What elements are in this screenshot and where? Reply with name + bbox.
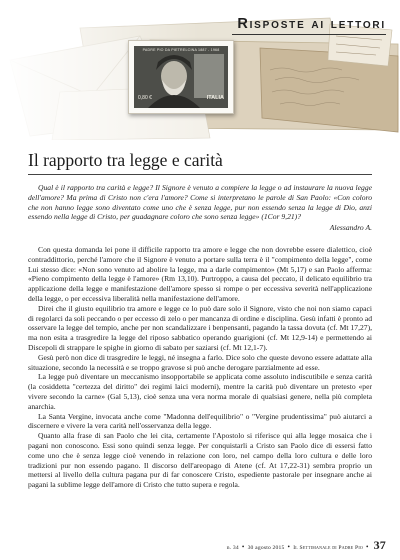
section-title-rule xyxy=(232,34,386,35)
stamp-country: ITALIA xyxy=(206,95,224,101)
footer-publication: Il Settimanale di Padre Pio xyxy=(293,545,363,551)
answer-paragraph: Con questa domanda lei pone il difficile rapporto tra amore e legge che non dovrebbe essere dialettico, cioè contraddittorio, perché l'amore che il Signore è venuto a portare sulla terra è il "compimento della legge", come Lui stesso dice: «Non sono venuto ad abolire la legge, ma a darle compimento» (Mt 5,17) e san Paolo afferma: «Pieno compimento della legge è l'amore» (Rm 13,10). Purtroppo, a causa del peccato, il delicato equilibrio tra applicazione della legge e manifestazione dell'amore spesso si rompe o per eccessiva severità nell'applicazione della legge, o per eccessiva liberalità nella manifestazione dell'amore. xyxy=(28,244,372,303)
stamp-value: 0,80 € xyxy=(138,95,152,101)
reader-signature: Alessandro A. xyxy=(329,223,372,233)
page-number: 37 xyxy=(373,538,386,552)
answer-paragraph: La legge può diventare un meccanismo insopportabile se applicata come assoluto indiscutibile e senza carità (la cosiddetta "certezza del diritto" dei regimi laici moderni), mentre la carità può diventare un pretesto «per vivere secondo la carne» (Gal 5,13), cioè senza una vera norma morale di qualsiasi genere, nella più completa anarchia. xyxy=(28,372,372,411)
article-title: Il rapporto tra legge e carità xyxy=(28,150,223,170)
stamp-image xyxy=(134,46,228,108)
answer-paragraph: Quanto alla frase di san Paolo che lei cita, certamente l'Apostolo si riferisce qui alla legge mosaica che i pagani non conoscono. Essi sono quindi senza legge. Per conquistarli a Cristo san Paolo dice di essersi fatto come uno che è senza legge cioè venendo in relazione con loro, nel campo della loro cultura e delle loro tradizioni pur non essendo pagano. Il discorso dell'areopago di Atene (cf. At 17,22-31) sembra proprio un mettersi al livello della cultura pagana pur di far conoscere Cristo, espediente pastorale per insegnare anche ai pagani la sublime legge dell'amore di Cristo che tutto supera e regola. xyxy=(28,431,372,490)
header-band xyxy=(0,0,400,140)
answer-paragraph: Gesù però non dice di trasgredire le leggi, né insegna a farlo. Dice solo che queste devono essere adattate alla situazione, secondo la necessità e se troppo gravose si può anche derogare parzialmente ad esse. xyxy=(28,352,372,372)
footer-separator: • xyxy=(365,543,369,551)
stamp-caption: PADRE PIO DA PIETRELCINA 1887 - 1968 xyxy=(142,48,220,52)
answer-paragraph: Direi che il giusto equilibrio tra amore e legge ce lo può dare solo il Signore, visto che noi non siamo capaci di regolarci da soli peccando o per eccesso di zelo o per mancanza di ordine e disciplina. Gesù infatti è pronto ad osservare la legge del tempio, anche per non scandalizzare i benpensanti, pagando la tassa dovuta (cf. Mt 17,27), ma non esita a trasgredire la legge del riposo sabbatico operando guarigioni (cf. Mt 12,9-14) e permettendo ai Discepoli di strappare le spighe in giorno di sabato per saziarsi (cf. Mt 12,1-7). xyxy=(28,303,372,352)
answer-paragraph: La Santa Vergine, invocata anche come "Madonna dell'equilibrio" o "Vergine prudentissima" può aiutarci a discernere e vivere la vera carità nell'osservanza della legge. xyxy=(28,411,372,431)
reader-question: Qual è il rapporto tra carità e legge? Il Signore è venuto a compiere la legge o ad instaurare la nuova legge dell'amore? Ma prima di Cristo non c'era l'amore? Come si interpretano le parole di San Paolo: «Con coloro che non hanno legge sono diventato come uno che è senza legge, pur non essendo senza la legge di Dio, anzi essendo nella legge di Cristo, per guadagnare coloro che sono senza legge» (1Cor 9,21)? xyxy=(28,183,372,222)
footer-issue: n. 34 xyxy=(226,545,239,551)
article xyxy=(28,150,372,490)
padre-pio-stamp xyxy=(128,40,234,114)
footer-separator: • xyxy=(287,543,291,551)
footer-date: 30 agosto 2015 xyxy=(247,545,285,551)
page-footer xyxy=(227,538,386,553)
section-title: Risposte ai lettori xyxy=(237,16,386,32)
article-title-underline xyxy=(28,174,372,175)
footer-separator: • xyxy=(241,543,245,551)
